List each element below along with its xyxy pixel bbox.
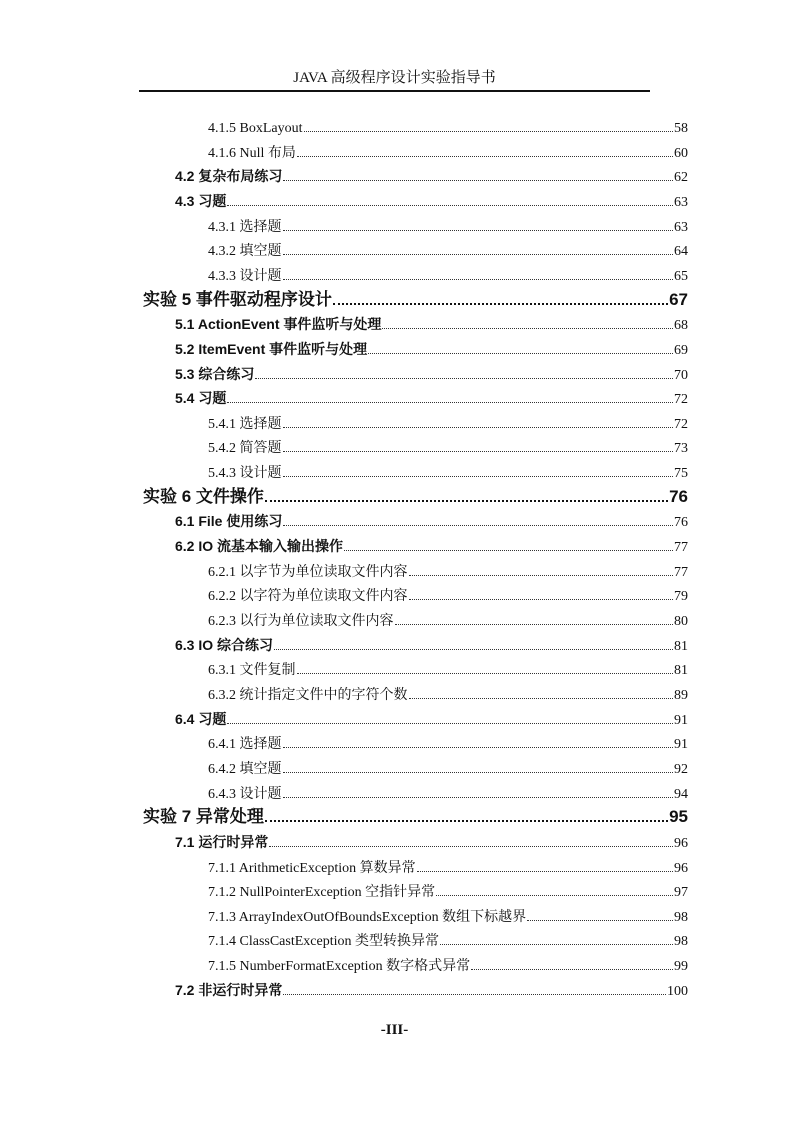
toc-entry[interactable] [175, 830, 688, 852]
toc-entry[interactable] [208, 928, 688, 950]
toc-entry-title: 6.2.1 以字节为单位读取文件内容 [208, 564, 408, 580]
toc-dot-leader [471, 969, 673, 970]
toc-entry[interactable] [208, 608, 688, 630]
toc-entry[interactable] [208, 460, 688, 482]
page-number: -III- [380, 1022, 409, 1038]
toc-entry-title: 5.4.1 选择题 [208, 416, 282, 432]
toc-entry[interactable] [208, 115, 688, 137]
toc-entry[interactable] [208, 781, 688, 803]
toc-dot-leader [283, 451, 674, 452]
toc-dot-leader [436, 895, 673, 896]
toc-entry-page: 96 [674, 835, 688, 851]
toc-entry-page: 99 [674, 959, 688, 975]
toc-dot-leader [409, 698, 674, 699]
toc-entry-title: 4.3.2 填空题 [208, 244, 282, 260]
toc-dot-leader [283, 525, 673, 526]
toc-dot-leader [409, 599, 674, 600]
toc-entry-page: 95 [669, 807, 688, 827]
toc-entry-page: 58 [674, 121, 688, 136]
toc-entry-page: 81 [674, 663, 688, 679]
toc-entry[interactable] [175, 312, 688, 334]
toc-dot-leader [283, 747, 674, 748]
toc-entry[interactable] [175, 189, 688, 211]
toc-dot-leader [333, 303, 668, 305]
toc-entry-page: 68 [674, 318, 688, 334]
toc-entry[interactable] [175, 386, 688, 408]
toc-entry-title: 4.3.3 设计题 [208, 268, 282, 284]
toc-entry-title: 4.1.6 Null 布局 [208, 145, 296, 161]
toc-entry-title: 7.1 运行时异常 [175, 833, 269, 850]
toc-entry-title: 6.1 File 使用练习 [175, 513, 283, 530]
toc-entry-title: 7.1.4 ClassCastException 类型转换异常 [208, 934, 439, 950]
toc-entry-page: 69 [674, 342, 688, 358]
toc-entry-page: 73 [674, 441, 688, 457]
toc-dot-leader [417, 871, 673, 872]
toc-entry-title: 6.3.1 文件复制 [208, 663, 296, 679]
toc-dot-leader [283, 994, 666, 995]
toc-entry[interactable] [175, 337, 688, 359]
toc-entry-page: 63 [674, 194, 688, 210]
toc-dot-leader [409, 575, 674, 576]
toc-dot-leader [265, 500, 668, 502]
toc-entry-page: 77 [674, 564, 688, 580]
toc-entry-page: 94 [674, 786, 688, 802]
toc-entry-page: 91 [674, 737, 688, 753]
toc-entry-page: 63 [674, 219, 688, 235]
toc-entry-page: 100 [667, 983, 688, 999]
toc-dot-leader [283, 279, 674, 280]
toc-entry[interactable] [143, 288, 688, 310]
toc-entry-page: 60 [674, 145, 688, 161]
toc-entry[interactable] [208, 263, 688, 285]
toc-entry-page: 65 [674, 268, 688, 284]
toc-entry-title: 6.3.2 统计指定文件中的字符个数 [208, 687, 408, 703]
toc-entry[interactable] [208, 855, 688, 877]
toc-dot-leader [368, 353, 673, 354]
toc-entry[interactable] [175, 633, 688, 655]
toc-entry-page: 96 [674, 860, 688, 876]
toc-entry-page: 70 [674, 367, 688, 383]
toc-entry-title: 7.1.5 NumberFormatException 数字格式异常 [208, 959, 471, 975]
toc-entry-title: 5.1 ActionEvent 事件监听与处理 [175, 316, 382, 333]
toc-dot-leader [283, 427, 674, 428]
toc-entry-title: 6.2 IO 流基本输入输出操作 [175, 538, 344, 555]
toc-dot-leader [283, 797, 674, 798]
toc-entry-page: 98 [674, 934, 688, 950]
toc-dot-leader [395, 624, 674, 625]
toc-dot-leader [265, 820, 668, 822]
toc-entry-title: 实验 7 异常处理 [143, 807, 264, 827]
toc-dot-leader [283, 254, 674, 255]
toc-entry-title: 5.4.3 设计题 [208, 466, 282, 482]
toc-entry-title: 4.3 习题 [175, 192, 227, 209]
toc-entry-page: 97 [674, 885, 688, 901]
toc-entry-title: 6.2.3 以行为单位读取文件内容 [208, 614, 394, 629]
toc-entry-title: 7.2 非运行时异常 [175, 981, 283, 998]
toc-entry[interactable] [175, 534, 688, 556]
toc-dot-leader [269, 846, 673, 847]
toc-entry-page: 72 [674, 416, 688, 432]
toc-entry[interactable] [208, 435, 688, 457]
toc-dot-leader [440, 944, 673, 945]
toc-entry-title: 5.2 ItemEvent 事件监听与处理 [175, 340, 368, 357]
toc-entry[interactable] [208, 140, 688, 162]
toc-entry[interactable] [208, 879, 688, 901]
toc-entry[interactable] [208, 559, 688, 581]
toc-entry-page: 75 [674, 466, 688, 482]
toc-dot-leader [227, 205, 673, 206]
toc-dot-leader [283, 772, 674, 773]
toc-entry-page: 79 [674, 589, 688, 605]
toc-dot-leader [227, 402, 673, 403]
toc-entry-title: 5.3 综合练习 [175, 365, 255, 382]
toc-dot-leader [527, 920, 673, 921]
toc-entry-title: 6.4.2 填空题 [208, 761, 282, 777]
toc-entry[interactable] [208, 657, 688, 679]
toc-entry-page: 89 [674, 687, 688, 703]
toc-entry-page: 72 [674, 392, 688, 408]
toc-entry[interactable] [175, 362, 688, 384]
toc-entry-title: 5.4 习题 [175, 390, 227, 407]
toc-entry-page: 76 [669, 486, 688, 506]
running-header: JAVA 高级程序设计实验指导书 [293, 70, 496, 86]
toc-dot-leader [382, 328, 673, 329]
toc-entry-page: 62 [674, 170, 688, 186]
toc-dot-leader [297, 673, 674, 674]
toc-entry-page: 77 [674, 540, 688, 556]
toc-entry[interactable] [175, 509, 688, 531]
toc-entry[interactable] [175, 164, 688, 186]
toc-dot-leader [274, 649, 673, 650]
toc-entry-title: 5.4.2 简答题 [208, 441, 282, 457]
toc-dot-leader [283, 476, 674, 477]
toc-entry[interactable] [208, 583, 688, 605]
toc-entry-title: 实验 5 事件驱动程序设计 [143, 289, 332, 309]
toc-entry-page: 91 [674, 712, 688, 728]
toc-entry-title: 7.1.3 ArrayIndexOutOfBoundsException 数组下标越界 [208, 909, 527, 925]
toc-dot-leader [344, 550, 673, 551]
toc-entry-page: 92 [674, 761, 688, 777]
toc-entry-page: 80 [674, 614, 688, 629]
toc-entry-page: 98 [674, 909, 688, 925]
toc-entry-page: 76 [674, 515, 688, 531]
toc-dot-leader [255, 378, 673, 379]
toc-entry-title: 4.2 复杂布局练习 [175, 168, 283, 185]
toc-entry[interactable] [208, 682, 688, 704]
toc-entry[interactable] [208, 731, 688, 753]
toc-dot-leader [304, 131, 674, 132]
toc-entry[interactable] [208, 411, 688, 433]
toc-dot-leader [283, 180, 673, 181]
toc-entry[interactable] [175, 978, 688, 1000]
toc-entry-title: 6.3 IO 综合练习 [175, 636, 274, 653]
toc-entry-page: 81 [674, 638, 688, 654]
toc-entry[interactable] [175, 707, 688, 729]
toc-entry-title: 4.3.1 选择题 [208, 219, 282, 235]
toc-dot-leader [297, 156, 673, 157]
toc-entry[interactable] [143, 485, 688, 507]
toc-entry-title: 实验 6 文件操作 [143, 486, 264, 506]
toc-entry-page: 64 [674, 244, 688, 260]
toc-entry-title: 6.4.1 选择题 [208, 737, 282, 753]
toc-entry[interactable] [143, 805, 688, 827]
toc-entry[interactable] [208, 904, 688, 926]
toc-dot-leader [283, 230, 674, 231]
toc-entry-title: 6.4 习题 [175, 710, 227, 727]
toc-entry-title: 7.1.1 ArithmeticException 算数异常 [208, 860, 416, 876]
toc-entry[interactable] [208, 214, 688, 236]
toc-entry-title: 4.1.5 BoxLayout [208, 121, 303, 136]
toc-entry[interactable] [208, 238, 688, 260]
toc-entry-title: 7.1.2 NullPointerException 空指针异常 [208, 885, 436, 901]
toc-entry[interactable] [208, 756, 688, 778]
toc-entry-page: 67 [669, 289, 688, 309]
toc-dot-leader [227, 723, 673, 724]
toc-entry-title: 6.2.2 以字符为单位读取文件内容 [208, 589, 408, 605]
toc-entry-title: 6.4.3 设计题 [208, 786, 282, 802]
toc-entry[interactable] [208, 953, 688, 975]
header-rule [139, 90, 650, 92]
